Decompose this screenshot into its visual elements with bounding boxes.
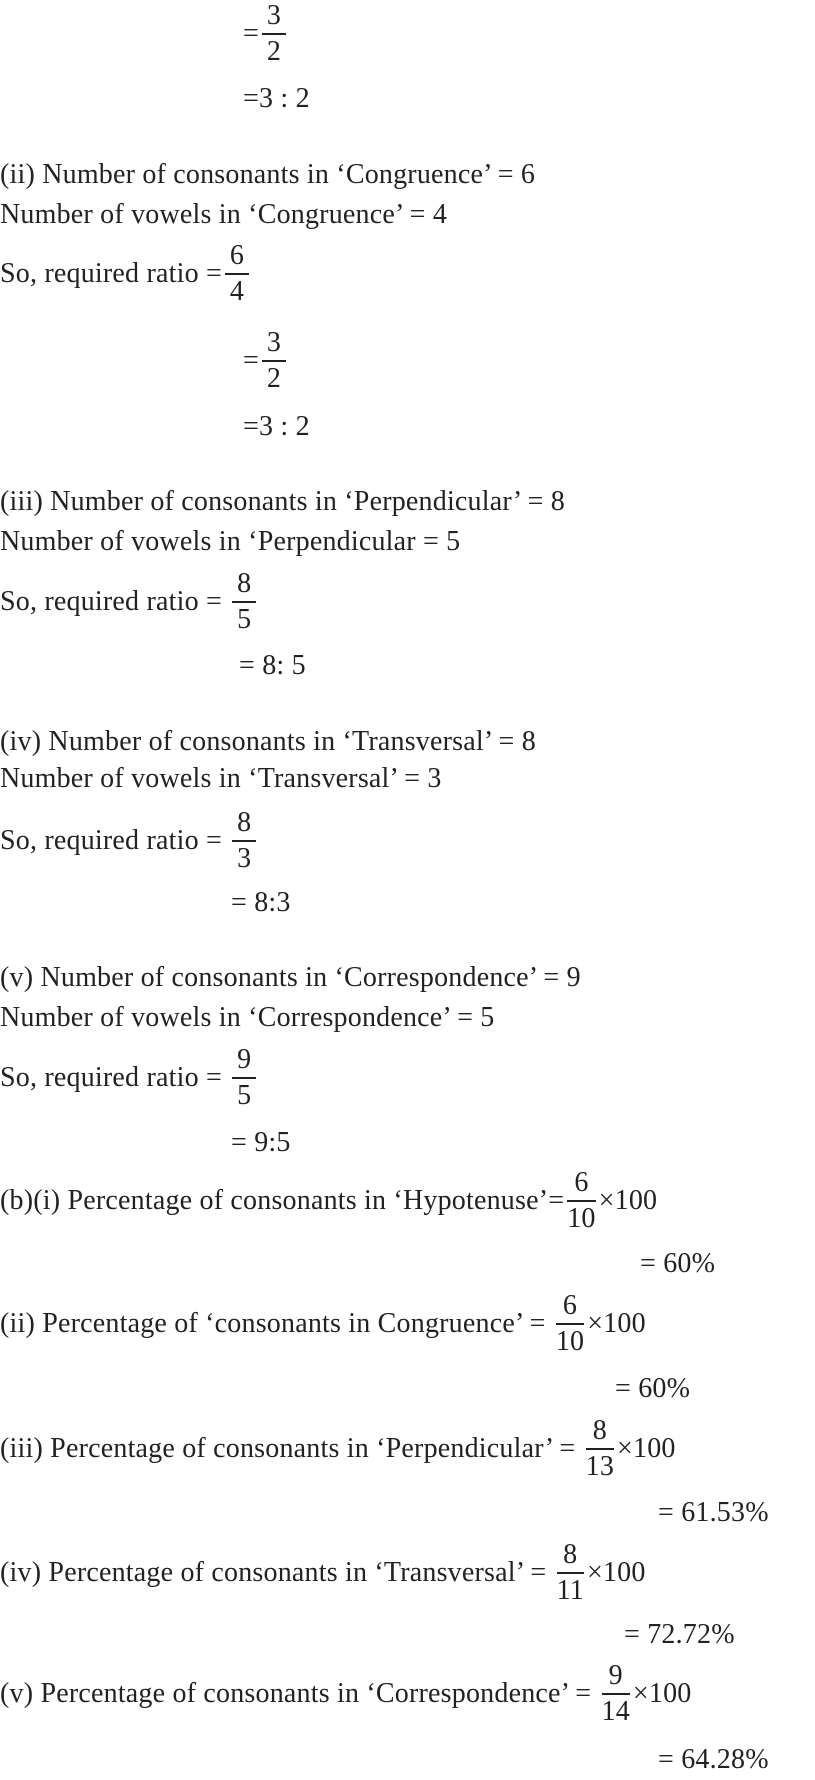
fraction (232, 1045, 256, 1111)
ratio-label: So, required ratio = (0, 825, 230, 856)
denominator: 10 (555, 1326, 585, 1357)
result-line: = 64.28% (658, 1744, 769, 1775)
consonant-count-line: (iv) Number of consonants in ‘Transversal’ = 8 (0, 726, 536, 757)
fraction (602, 1661, 630, 1727)
fraction-line (243, 0, 289, 67)
fraction-bar (232, 1077, 256, 1079)
ratio-label: So, required ratio = (0, 586, 230, 617)
result-line: =3 : 2 (243, 83, 310, 114)
fraction-bar (262, 360, 286, 362)
denominator: 5 (237, 604, 252, 635)
numerator: 9 (608, 1660, 623, 1691)
fraction (232, 569, 256, 635)
numerator: 3 (266, 0, 282, 31)
percentage-label: (v) Percentage of consonants in ‘Correspondence’ = (0, 1678, 599, 1709)
fraction-bar (262, 33, 286, 35)
result-line: = 61.53% (658, 1497, 769, 1528)
fraction (567, 1168, 595, 1234)
denominator: 13 (585, 1451, 615, 1482)
equals: = (243, 18, 259, 49)
denominator: 2 (266, 36, 282, 67)
ratio-label: So, required ratio = (0, 258, 222, 289)
percentage-label: (iv) Percentage of consonants in ‘Transversal’ = (0, 1557, 554, 1588)
times-100: ×100 (617, 1433, 676, 1464)
numerator: 9 (237, 1044, 252, 1075)
numerator: 8 (237, 568, 252, 599)
ratio-line (0, 1044, 259, 1111)
percentage-label: (b)(i) Percentage of consonants in ‘Hypotenuse’= (0, 1185, 565, 1216)
result-line: = 60% (615, 1373, 691, 1404)
numerator: 3 (266, 327, 282, 358)
result-line: = 9:5 (231, 1127, 291, 1158)
percentage-label: (iii) Percentage of consonants in ‘Perpendicular’ = (0, 1433, 583, 1464)
percentage-line (0, 1290, 646, 1357)
fraction-bar (557, 1572, 584, 1574)
percentage-label: (ii) Percentage of ‘consonants in Congruence’ = (0, 1308, 553, 1339)
fraction-bar (556, 1323, 584, 1325)
result-line: = 60% (640, 1248, 716, 1279)
vowel-count-line: Number of vowels in ‘Correspondence’ = 5 (0, 1002, 495, 1033)
fraction (225, 241, 249, 307)
result-line: = 8:3 (231, 887, 291, 918)
result-line: =3 : 2 (243, 411, 310, 442)
fraction-bar (602, 1693, 630, 1695)
denominator: 11 (556, 1575, 584, 1606)
result-line: = 72.72% (624, 1619, 735, 1650)
consonant-count-line: (v) Number of consonants in ‘Correspondence’ = 9 (0, 962, 581, 993)
numerator: 8 (592, 1415, 607, 1446)
ratio-line (0, 568, 259, 635)
numerator: 6 (574, 1167, 589, 1198)
fraction-bar (225, 273, 249, 275)
times-100: ×100 (586, 1557, 646, 1588)
ratio-line (0, 240, 252, 307)
denominator: 3 (237, 843, 252, 874)
vowel-count-line: Number of vowels in ‘Congruence’ = 4 (0, 199, 448, 230)
times-100: ×100 (598, 1185, 658, 1216)
fraction-bar (567, 1200, 595, 1202)
denominator: 5 (237, 1080, 252, 1111)
fraction (262, 1, 286, 67)
denominator: 14 (601, 1696, 630, 1727)
denominator: 2 (266, 363, 282, 394)
fraction-bar (232, 840, 256, 842)
times-100: ×100 (632, 1678, 692, 1709)
vowel-count-line: Number of vowels in ‘Transversal’ = 3 (0, 763, 442, 794)
fraction (557, 1540, 584, 1606)
fraction (232, 808, 256, 874)
consonant-count-line: (ii) Number of consonants in ‘Congruence’ = 6 (0, 159, 536, 190)
numerator: 8 (563, 1539, 578, 1570)
fraction (556, 1291, 584, 1357)
numerator: 6 (562, 1290, 578, 1321)
denominator: 10 (567, 1203, 596, 1234)
percentage-line (0, 1660, 692, 1727)
ratio-label: So, required ratio = (0, 1062, 230, 1093)
fraction-line (243, 327, 289, 394)
fraction-bar (586, 1448, 614, 1450)
fraction (262, 328, 286, 394)
times-100: ×100 (587, 1308, 646, 1339)
numerator: 8 (237, 807, 252, 838)
percentage-line (0, 1539, 646, 1606)
percentage-line (0, 1167, 658, 1234)
denominator: 4 (229, 276, 245, 307)
ratio-line (0, 807, 259, 874)
fraction (586, 1416, 614, 1482)
result-line: = 8: 5 (239, 650, 306, 681)
numerator: 6 (229, 240, 245, 271)
consonant-count-line: (iii) Number of consonants in ‘Perpendicular’ = 8 (0, 486, 565, 517)
percentage-line (0, 1415, 676, 1482)
vowel-count-line: Number of vowels in ‘Perpendicular = 5 (0, 526, 461, 557)
equals: = (243, 345, 259, 376)
fraction-bar (232, 601, 256, 603)
